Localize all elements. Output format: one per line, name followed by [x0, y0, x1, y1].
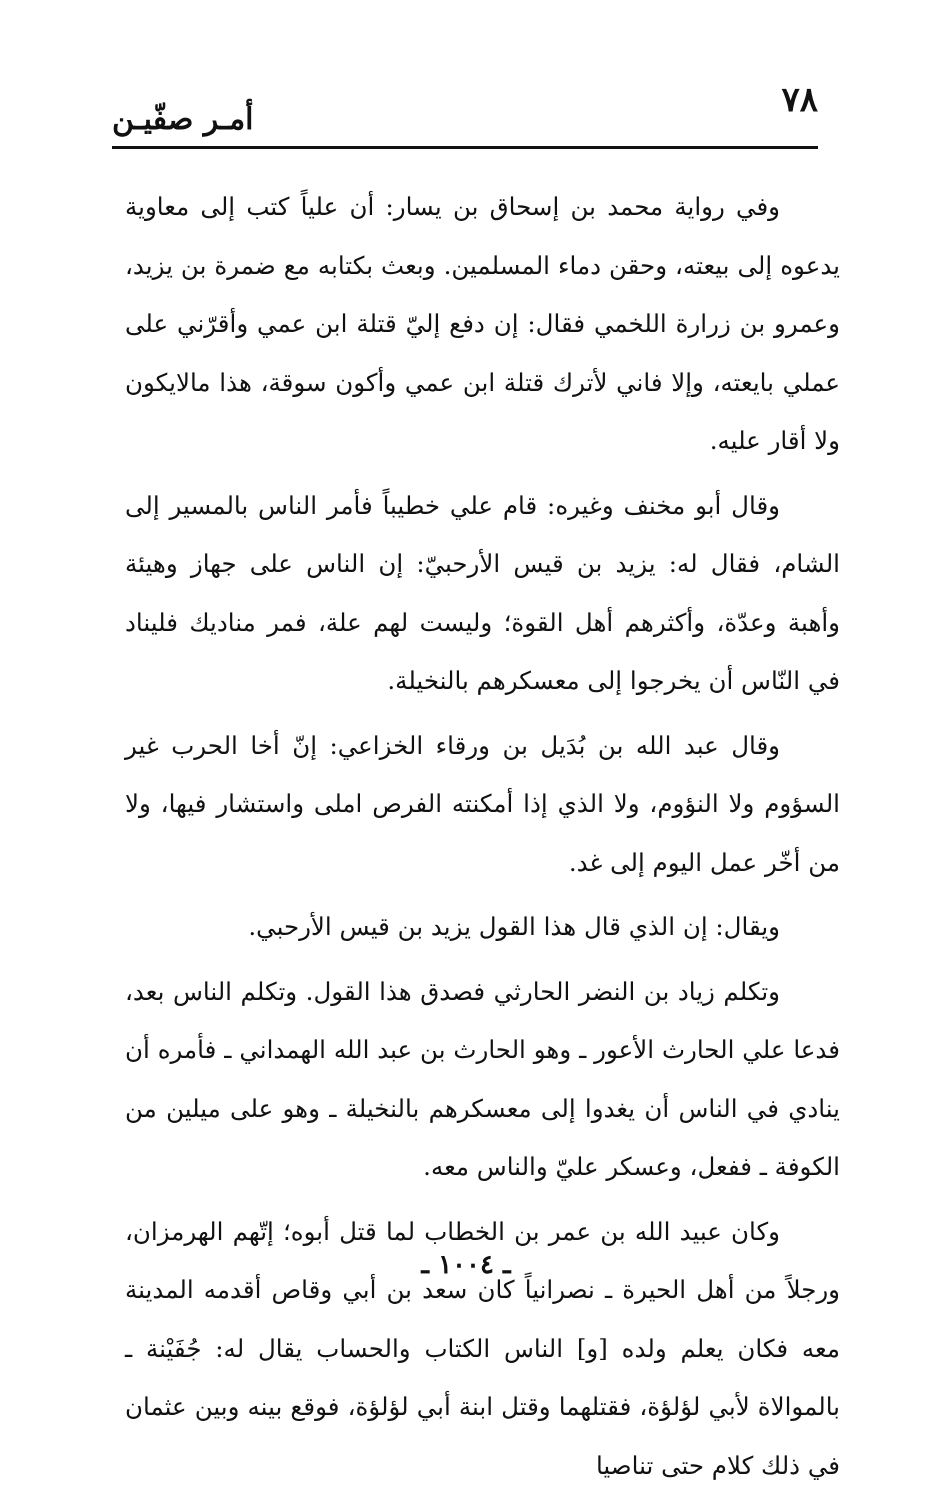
paragraph: وتكلم زياد بن النضر الحارثي فصدق هذا القول. وتكلم الناس بعد، فدعا علي الحارث الأعور ـ وهو الحارث بن عبد الله الهمداني ـ فأمره أن ينادي في الناس أن يغدوا إلى معسكرهم بالنخيلة ـ وهو على ميلين من الكوفة ـ ففعل، وعسكر عليّ والناس معه. — [125, 976, 840, 1181]
paragraph: وكان عبيد الله بن عمر بن الخطاب لما قتل أبوه؛ إتّهم الهرمزان، ورجلاً من أهل الحيرة ـ نصرانياً كان سعد بن أبي وقاص أقدمه المدينة معه فكان يعلم ولده [و] الناس الكتاب والحساب يقال له: جُفَيْنة ـ بالموالاة لأبي لؤلؤة، فقتلهما وقتل ابنة أبي لؤلؤة، فوقع بينه وبين عثمان في ذلك كلام حتى تناصيا — [125, 1216, 840, 1480]
running-title: أمـر صفّيـن — [112, 102, 254, 137]
footer-page-marker: ـ ١٠٠٤ ـ — [421, 1250, 511, 1280]
page-header — [112, 80, 818, 146]
page-number: ٧٨ — [781, 80, 818, 120]
header-rule — [112, 146, 818, 149]
paragraph: ويقال: إن الذي قال هذا القول يزيد بن قيس الأرحبي. — [248, 912, 780, 941]
body-text — [125, 178, 840, 1501]
page-footer — [0, 1250, 932, 1280]
paragraph: وقال عبد الله بن بُدَيل بن ورقاء الخزاعي: إنّ أخا الحرب غير السؤوم ولا النؤوم، ولا الذي إذا أمكنته الفرص املى واستشار فيها، ولا من أخّر عمل اليوم إلى غد. — [125, 730, 840, 877]
paragraph: وقال أبو مخنف وغيره: قام علي خطيباً فأمر الناس بالمسير إلى الشام، فقال له: يزيد بن قيس الأرحبيّ: إن الناس على جهاز وهيئة وأهبة وعدّة، وأكثرهم أهل القوة؛ وليست لهم علة، فمر مناديك فليناد في النّاس أن يخرجوا إلى معسكرهم بالنخيلة. — [125, 490, 840, 695]
paragraph: وفي رواية محمد بن إسحاق بن يسار: أن علياً كتب إلى معاوية يدعوه إلى بيعته، وحقن دماء المسلمين. وبعث بكتابه مع ضمرة بن يزيد، وعمرو بن زرارة اللخمي فقال: إن دفع إليّ قتلة ابن عمي وأقرّني على عملي بايعته، وإلا فاني لأترك قتلة ابن عمي وأكون سوقة، هذا مالايكون ولا أقار عليه. — [125, 192, 840, 455]
